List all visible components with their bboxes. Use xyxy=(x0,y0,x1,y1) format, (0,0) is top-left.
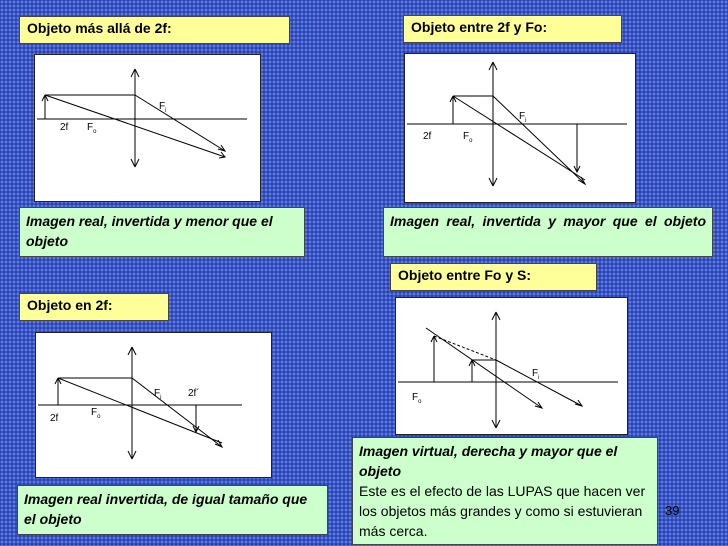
diagram-beyond-2f xyxy=(34,54,261,202)
diagram-at-2f xyxy=(35,332,272,478)
page-number: 39 xyxy=(665,503,680,518)
svg-text:Fi: $F_i$ xyxy=(519,111,527,124)
svg-text:2f´: 2f´ xyxy=(188,388,200,399)
svg-text:Fo: $F_o$ xyxy=(87,122,97,135)
svg-text:Fi: $F_i$ xyxy=(532,368,540,381)
ray-refracted xyxy=(135,95,225,151)
label-2f: 2f xyxy=(60,122,69,133)
svg-text:Fo: $F_o$ xyxy=(463,131,473,144)
caption-beyond-2f: Imagen real, invertida y menor que el objeto xyxy=(19,207,305,257)
caption-text: Imagen virtual, derecha y mayor que el objeto xyxy=(359,443,618,479)
diagram-between-fo-s xyxy=(395,297,628,435)
svg-text:Fo: $F_o$ xyxy=(412,392,422,405)
svg-text:Fi: $F_i$ xyxy=(154,388,162,401)
svg-text:Fi: $F_i$ xyxy=(159,101,167,114)
svg-text:Fo: $F_o$ xyxy=(91,407,101,420)
title-beyond-2f: Objeto más allá de 2f: xyxy=(19,16,290,44)
svg-text:2f: 2f xyxy=(50,413,59,424)
caption-note: Este es el efecto de las LUPAS que hacen ver los objetos más grandes y como si estuvieran más cerca. xyxy=(359,483,646,539)
title-at-2f: Objeto en 2f: xyxy=(19,293,169,321)
caption-at-2f: Imagen real invertida, de igual tamaño que el objeto xyxy=(17,485,328,535)
ray-center xyxy=(453,96,585,180)
title-between-2f-fo: Objeto entre 2f y Fo: xyxy=(403,15,622,43)
diagram-between-2f-fo xyxy=(404,53,636,203)
svg-text:2f: 2f xyxy=(423,131,432,142)
ray-refracted xyxy=(496,360,582,406)
caption-between-fo-s xyxy=(352,437,658,545)
caption-between-2f-fo: Imagen real, invertida y mayor que el objeto xyxy=(383,207,713,257)
title-between-fo-s: Objeto entre Fo y S: xyxy=(390,263,597,291)
